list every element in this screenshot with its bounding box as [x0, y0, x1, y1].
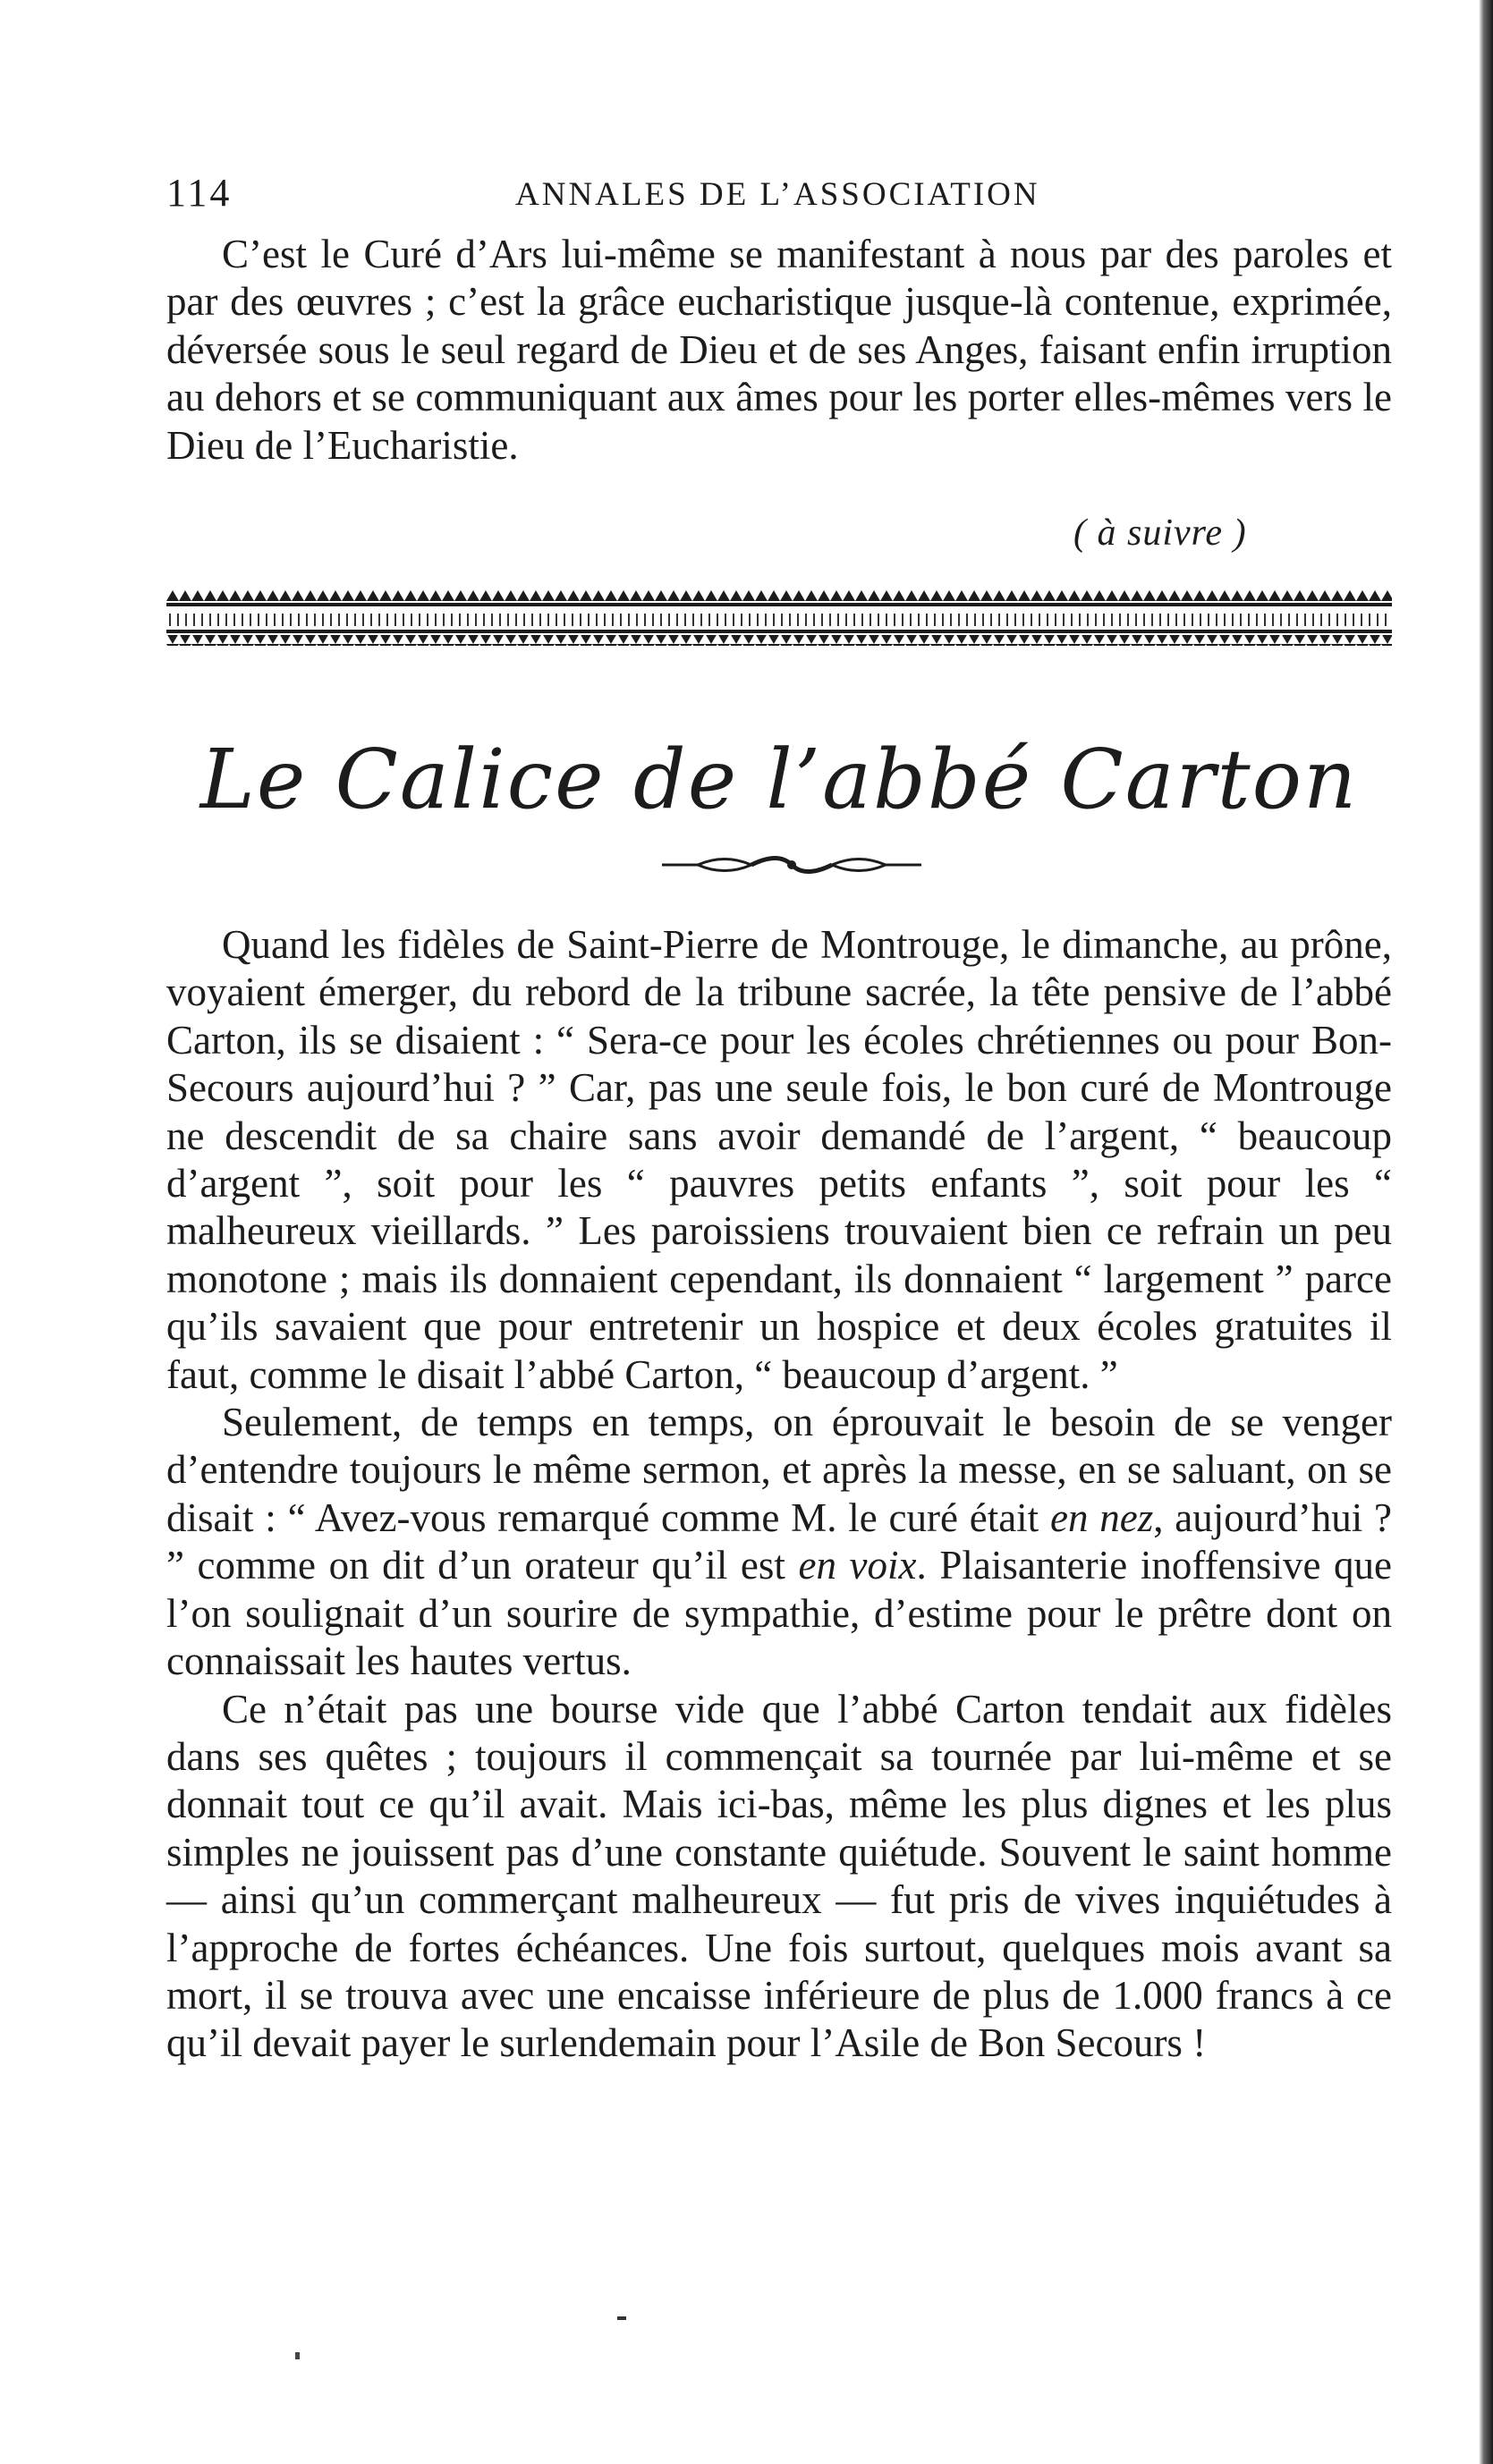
article-title: Le Calice de l’abbé Carton [199, 732, 1359, 827]
running-head-title: ANNALES DE L’ASSOCIATION [515, 176, 1040, 213]
title-flourish [662, 850, 921, 880]
print-mark [295, 2352, 300, 2359]
to-follow-note: ( à suivre ) [1073, 512, 1247, 554]
article-paragraph: Ce n’était pas une bourse vide que l’abbé Carton tendait aux fidèles dans ses quêtes ; toujours il commençait sa tournée par lui-même et se donnait tout ce qu’il avait. Mais ici-bas, même les plus dignes et les plus simples ne jouissent pas d’une constante quiétude. Souvent le saint homme — ainsi qu’un commerçant malheureux — fut pris de vives inquiétudes à l’approche de fortes échéances. Une fois surtout, quelques mois avant sa mort, il se trouva avec une encaisse inférieure de plus de 1.000 francs à ce qu’il devait payer le surlendemain pour l’Asile de Bon Secours ! [166, 1686, 1392, 2066]
italic-phrase: en voix [798, 1543, 917, 1588]
text-run: . Plaisanterie inoffensive que l’on soulignait d’un sourire de sympathie, d’estime pour le prêtre dont on connaissait les hautes vertus. [166, 1543, 1393, 1684]
italic-phrase: en nez [1049, 1494, 1154, 1540]
intro-text [166, 231, 1392, 470]
running-head [166, 170, 1392, 215]
text-run: , aujourd’hui ? ” comme on dit d’un orateur qu’il est [166, 1494, 1393, 1588]
article-body [166, 921, 1392, 2068]
ornament-divider [166, 590, 1392, 649]
print-mark [617, 2316, 626, 2320]
page-edge-shadow [1479, 0, 1493, 2464]
article-paragraph: Quand les fidèles de Saint-Pierre de Montrouge, le dimanche, au prône, voyaient émerger, du rebord de la tribune sacrée, la tête pensive de l’abbé Carton, ils se disaient : “ Sera-ce pour les écoles chrétiennes ou pour Bon-Secours aujourd’hui ? ” Car, pas une seule fois, le bon curé de Montrouge ne descendit de sa chaire sans avoir demandé de l’argent, “ beaucoup d’argent ”, soit pour les “ pauvres petits enfants ”, soit pour les “ malheureux vieillards. ” Les paroissiens trouvaient bien ce refrain un peu monotone ; mais ils donnaient cependant, ils donnaient “ largement ” parce qu’ils savaient que pour entretenir un hospice et deux écoles gratuites il faut, comme le disait l’abbé Carton, “ beaucoup d’argent. ” [166, 922, 1392, 1397]
intro-paragraph: C’est le Curé d’Ars lui-même se manifestant à nous par des paroles et par des œuvres ; c’est la grâce eucharistique jusque-là contenue, exprimée, déversée sous le seul regard de Dieu et de ses Anges, faisant enfin irruption au dehors et se communiquant aux âmes pour les porter elles-mêmes vers le Dieu de l’Eucharistie. [166, 232, 1392, 468]
text-run: Seulement, de temps en temps, on éprouvait le besoin de se venger d’entendre toujours le même sermon, et après la messe, en se saluant, on se disait : “ Avez-vous remarqué comme M. le curé était [166, 1400, 1392, 1540]
article-paragraph [166, 1399, 1392, 1685]
page-number: 114 [166, 171, 233, 215]
